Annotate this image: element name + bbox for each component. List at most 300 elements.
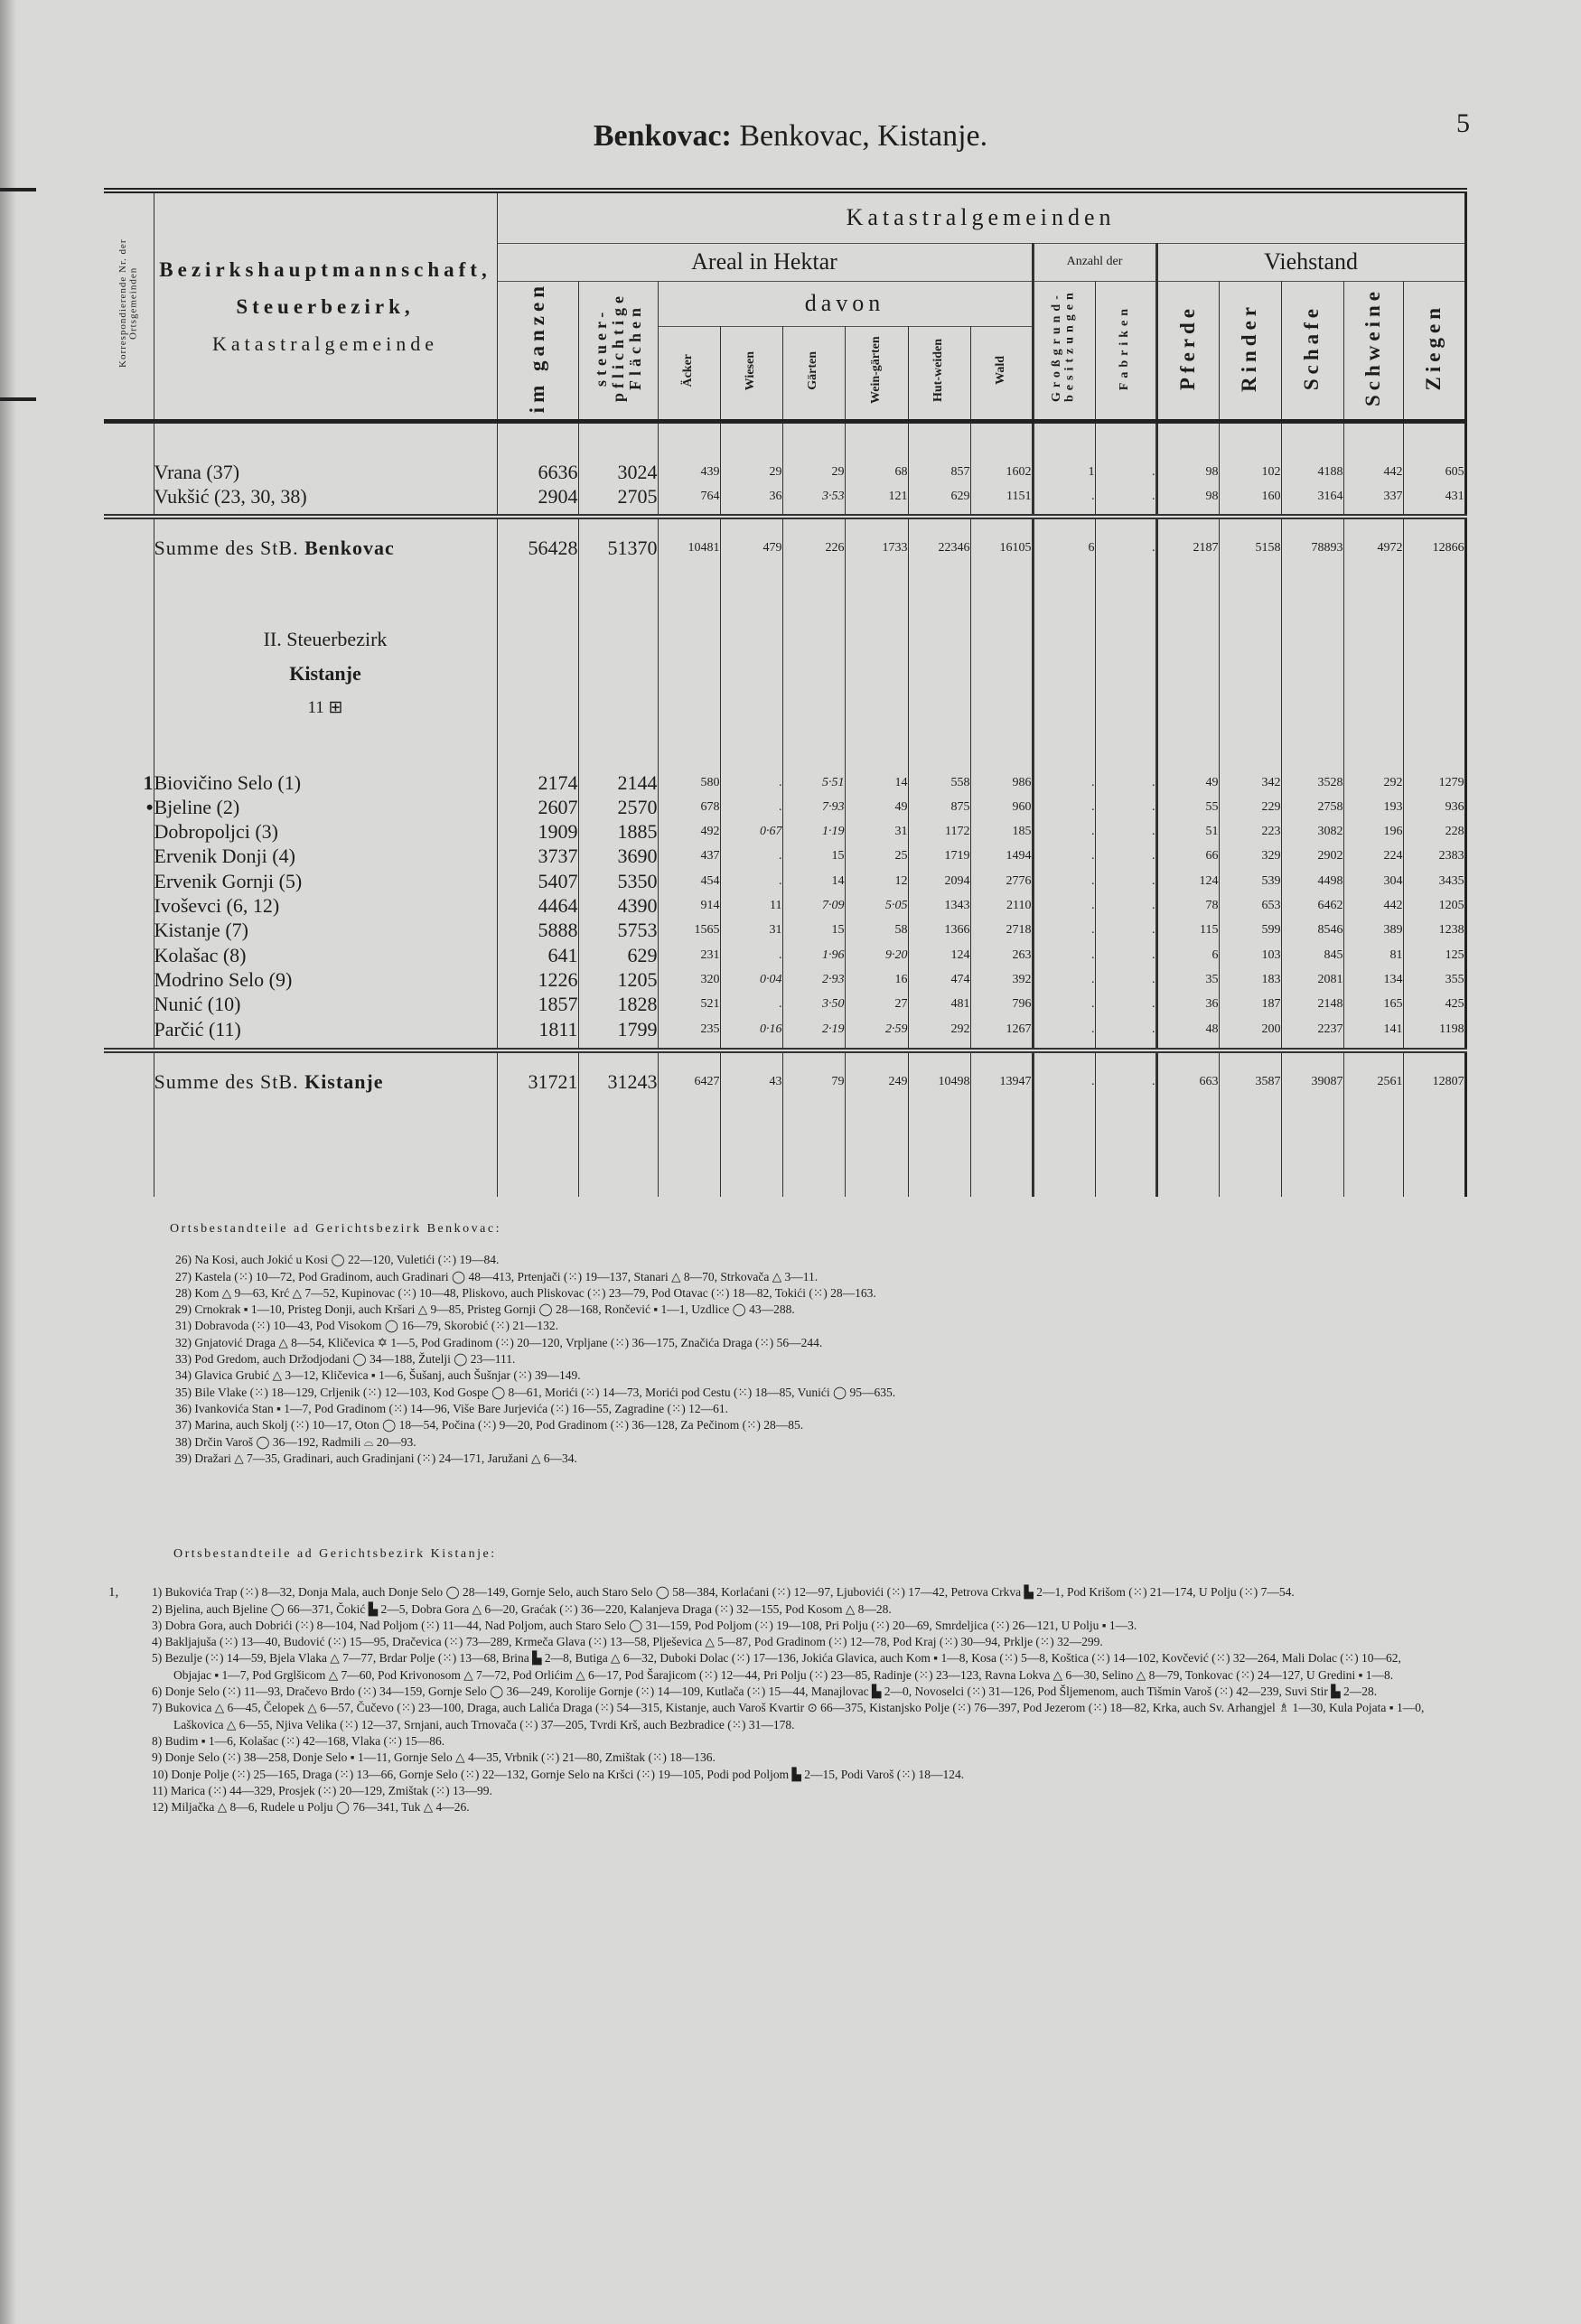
- cell-value: 479: [762, 540, 782, 555]
- empty-cell: [782, 577, 845, 770]
- cell-3: [720, 919, 782, 943]
- row-number: [104, 460, 154, 484]
- cell-0: [497, 869, 578, 893]
- cell-value: 1226: [538, 967, 578, 991]
- cell-value: 3·53: [822, 490, 845, 504]
- cell-value: 12: [894, 873, 908, 888]
- cell-value: .: [1152, 923, 1155, 938]
- empty-cell: [154, 421, 497, 460]
- cell-value: 2904: [538, 485, 578, 509]
- cell-7: [970, 943, 1033, 967]
- cell-0: [497, 943, 578, 967]
- cell-value: 629: [950, 490, 970, 504]
- cell-value: .: [1091, 775, 1095, 789]
- cell-value: 228: [1445, 825, 1464, 839]
- footnotes-kistanje-heading: Ortsbestandteile ad Gerichtsbezirk Kistanje:: [173, 1547, 497, 1561]
- cell-10: [1156, 869, 1219, 893]
- cell-value: .: [1152, 1075, 1155, 1089]
- cell-4: [782, 993, 845, 1017]
- cell-4: [782, 967, 845, 992]
- cell-0: [497, 485, 578, 509]
- cell-value: 474: [950, 972, 970, 986]
- footnote-entry: 1) Bukovića Trap (⁙) 8—32, Donja Mala, auch Donje Selo ◯ 28—149, Gornje Selo, auch Staro Selo ◯ 58—384, Korlaćani (⁙) 12—97, Ljubovići (⁙) 17—42, Petrova Crkva ▙ 2—1, Pod Krišom (⁙) 21—174, U Polju (⁙) 7—54.: [152, 1585, 1295, 1600]
- section-line1: II. Steuerbezirk: [263, 627, 388, 650]
- table-row: [104, 1017, 1465, 1041]
- cell-value: 4972: [1377, 540, 1403, 555]
- cell-value: 2081: [1317, 972, 1343, 986]
- cell-value: 11: [770, 899, 782, 913]
- cell-8: [1033, 1050, 1095, 1111]
- cell-13: [1343, 1050, 1403, 1111]
- cell-value: 36: [1205, 997, 1219, 1012]
- header-weingaerten-label: Wein-gärten: [868, 336, 883, 405]
- cell-6: [908, 993, 970, 1017]
- empty-cell: [720, 577, 782, 770]
- cell-value: 1238: [1438, 923, 1464, 938]
- cell-value: 2607: [538, 795, 578, 818]
- cell-value: 196: [1383, 825, 1403, 839]
- cell-value: 5·51: [822, 775, 845, 789]
- empty-cell: [908, 509, 970, 517]
- cell-value: .: [1152, 799, 1155, 814]
- cell-value: 875: [950, 799, 970, 814]
- cell-6: [908, 869, 970, 893]
- table-row: [104, 869, 1465, 893]
- empty-cell: [578, 1041, 658, 1050]
- table-row: [104, 893, 1465, 918]
- cell-value: 0·67: [760, 825, 782, 839]
- cell-13: [1343, 820, 1403, 845]
- empty-cell: [1033, 509, 1095, 517]
- empty-cell: [104, 421, 154, 460]
- cell-4: [782, 893, 845, 918]
- cell-11: [1219, 943, 1281, 967]
- cell-value: 764: [700, 490, 720, 504]
- cell-11: [1219, 993, 1281, 1017]
- empty-cell: [1219, 1041, 1281, 1050]
- cell-value: .: [1091, 1022, 1095, 1036]
- cell-2: [658, 893, 720, 918]
- cell-value: 2758: [1317, 799, 1343, 814]
- cell-2: [658, 943, 720, 967]
- empty-cell: [845, 421, 908, 460]
- cell-3: [720, 845, 782, 869]
- cell-value: 454: [700, 873, 720, 888]
- empty-cell: [782, 421, 845, 460]
- cell-value: 121: [888, 490, 908, 504]
- cell-7: [970, 460, 1033, 484]
- cell-value: 1811: [538, 1017, 578, 1041]
- cell-4: [782, 919, 845, 943]
- row-name: Ervenik Donji (4): [154, 845, 497, 869]
- cell-value: 392: [1012, 972, 1032, 986]
- cell-8: [1033, 919, 1095, 943]
- header-steuerpflichtig: [578, 281, 658, 421]
- cell-value: 2705: [617, 485, 658, 509]
- table-header: [104, 191, 1465, 421]
- header-pferde: [1156, 281, 1219, 421]
- cell-value: 56428: [528, 536, 578, 559]
- empty-cell: [720, 421, 782, 460]
- empty-cell: [1219, 509, 1281, 517]
- cell-7: [970, 919, 1033, 943]
- cell-5: [845, 770, 908, 795]
- cell-value: 124: [950, 947, 970, 962]
- cell-value: 6636: [538, 460, 578, 483]
- cell-4: [782, 820, 845, 845]
- table-row: [104, 485, 1465, 509]
- cell-value: 224: [1383, 849, 1403, 863]
- header-katastralgemeinden: Katastralgemeinden: [497, 191, 1465, 243]
- header-aecker-label: Äcker: [681, 353, 696, 387]
- cell-value: 605: [1445, 464, 1464, 479]
- row-name: Bjeline (2): [154, 795, 497, 819]
- cell-1: [578, 943, 658, 967]
- cell-value: 3587: [1255, 1075, 1281, 1089]
- cell-value: 320: [700, 972, 720, 986]
- cell-value: 4188: [1317, 464, 1343, 479]
- spacer-row: [104, 1041, 1465, 1050]
- header-davon: davon: [658, 281, 1033, 326]
- cell-value: 1·19: [822, 825, 845, 839]
- cell-1: [578, 893, 658, 918]
- header-wiesen: [720, 326, 782, 421]
- cell-value: 29: [831, 464, 845, 479]
- cell-9: [1095, 517, 1156, 577]
- header-aecker: [658, 326, 720, 421]
- cell-value: 7·09: [822, 899, 845, 913]
- cell-7: [970, 993, 1033, 1017]
- cell-4: [782, 1017, 845, 1041]
- empty-cell: [1343, 421, 1403, 460]
- cell-10: [1156, 795, 1219, 819]
- cell-value: 292: [1383, 775, 1403, 789]
- cell-10: [1156, 1017, 1219, 1041]
- cell-value: 857: [950, 464, 970, 479]
- page-title: [361, 119, 1220, 154]
- cell-12: [1281, 943, 1343, 967]
- cell-4: [782, 943, 845, 967]
- footnote-entry: 8) Budim ▪ 1—6, Kolašac (⁙) 42—168, Vlaka (⁙) 15—86.: [152, 1733, 445, 1748]
- cell-value: 1494: [1006, 849, 1032, 863]
- cell-7: [970, 893, 1033, 918]
- empty-cell: [1095, 509, 1156, 517]
- cell-7: [970, 517, 1033, 577]
- cell-value: 27: [894, 997, 908, 1012]
- cell-1: [578, 820, 658, 845]
- row-number: [104, 1050, 154, 1111]
- cell-value: 1602: [1006, 464, 1032, 479]
- cell-5: [845, 943, 908, 967]
- header-rinder-label: Rinder: [1238, 302, 1261, 392]
- cell-value: 845: [1324, 947, 1343, 962]
- cell-value: 36: [769, 490, 782, 504]
- empty-cell: [1156, 421, 1219, 460]
- cell-value: 558: [950, 775, 970, 789]
- footnote-entry: 31) Dobravoda (⁙) 10—43, Pod Visokom ◯ 16—79, Skorobić (⁙) 21—132.: [175, 1319, 559, 1333]
- cell-9: [1095, 967, 1156, 992]
- cell-8: [1033, 967, 1095, 992]
- empty-cell: [1343, 1111, 1403, 1197]
- cell-8: [1033, 1017, 1095, 1041]
- cell-value: 2·59: [885, 1022, 908, 1036]
- cell-value: .: [779, 849, 782, 863]
- row-number: [104, 485, 154, 509]
- cell-3: [720, 460, 782, 484]
- cell-value: .: [1152, 464, 1155, 479]
- cell-10: [1156, 919, 1219, 943]
- cell-13: [1343, 919, 1403, 943]
- cell-11: [1219, 1017, 1281, 1041]
- cell-value: 3·50: [822, 997, 845, 1012]
- cell-value: .: [1152, 775, 1155, 789]
- cell-1: [578, 795, 658, 819]
- header-steuerpflichtig-label: steuer-pflichtige Flächen: [591, 292, 644, 403]
- cell-value: 1279: [1438, 775, 1464, 789]
- cell-value: .: [779, 947, 782, 962]
- cell-value: 43: [769, 1075, 782, 1089]
- cell-value: .: [1091, 899, 1095, 913]
- cell-value: 79: [831, 1075, 845, 1089]
- cell-value: 78893: [1311, 540, 1343, 555]
- cell-value: 3024: [617, 460, 658, 483]
- cell-1: [578, 517, 658, 577]
- cell-11: [1219, 485, 1281, 509]
- header-ziegen-label: Ziegen: [1422, 303, 1445, 391]
- cell-value: .: [779, 775, 782, 789]
- cell-value: 141: [1383, 1022, 1403, 1036]
- cell-9: [1095, 1017, 1156, 1041]
- cell-5: [845, 517, 908, 577]
- cell-8: [1033, 517, 1095, 577]
- cell-value: 796: [1012, 997, 1032, 1012]
- cell-value: 986: [1012, 775, 1032, 789]
- footnote-entry: 36) Ivankovića Stan ▪ 1—7, Pod Gradinom (⁙) 14—96, Više Bare Jurjevića (⁙) 16—55, Zagradine (⁙) 12—61.: [175, 1401, 729, 1415]
- header-weingaerten: [845, 326, 908, 421]
- cell-4: [782, 460, 845, 484]
- summary-row: [104, 1050, 1465, 1111]
- cell-value: .: [779, 799, 782, 814]
- cell-value: 425: [1445, 997, 1464, 1012]
- cell-3: [720, 1017, 782, 1041]
- empty-cell: [782, 1111, 845, 1197]
- cell-value: 66: [1205, 849, 1219, 863]
- cell-value: 2383: [1438, 849, 1464, 863]
- table-body: [104, 421, 1465, 1197]
- cell-value: .: [1152, 540, 1155, 555]
- cell-value: .: [779, 873, 782, 888]
- footnote-entry: 35) Bile Vlake (⁙) 18—129, Crljenik (⁙) 12—103, Kod Gospe ◯ 8—61, Morići (⁙) 14—73, Morići pod Cestu (⁙) 18—85, Vunići ◯ 95—635.: [175, 1385, 896, 1399]
- cell-value: 49: [894, 799, 908, 814]
- cell-1: [578, 845, 658, 869]
- cell-10: [1156, 893, 1219, 918]
- empty-cell: [154, 509, 497, 517]
- cell-7: [970, 869, 1033, 893]
- cell-14: [1403, 845, 1465, 869]
- cell-12: [1281, 517, 1343, 577]
- cell-value: 185: [1012, 825, 1032, 839]
- cell-14: [1403, 1017, 1465, 1041]
- cell-value: 4390: [617, 894, 658, 918]
- cell-value: 342: [1261, 775, 1281, 789]
- cell-13: [1343, 869, 1403, 893]
- cell-value: 31243: [607, 1070, 658, 1094]
- cell-5: [845, 845, 908, 869]
- cell-value: .: [1152, 825, 1155, 839]
- header-areal: Areal in Hektar: [497, 243, 1033, 281]
- cell-value: 231: [700, 947, 720, 962]
- empty-cell: [1095, 1111, 1156, 1197]
- header-schweine-label: Schweine: [1361, 287, 1384, 407]
- cell-4: [782, 485, 845, 509]
- title-district: Benkovac:: [593, 119, 732, 153]
- empty-cell: [154, 1111, 497, 1197]
- cell-value: 439: [700, 464, 720, 479]
- cell-7: [970, 770, 1033, 795]
- cell-6: [908, 845, 970, 869]
- cell-value: 1172: [945, 825, 970, 839]
- cell-12: [1281, 967, 1343, 992]
- cell-value: 0·16: [760, 1022, 782, 1036]
- cell-6: [908, 943, 970, 967]
- footnote-entry: 11) Marica (⁙) 44—329, Prosjek (⁙) 20—129, Zmištak (⁙) 13—99.: [152, 1783, 492, 1797]
- cell-7: [970, 1050, 1033, 1111]
- empty-cell: [658, 509, 720, 517]
- empty-cell: [104, 1041, 154, 1050]
- cell-8: [1033, 485, 1095, 509]
- cell-value: 160: [1261, 490, 1281, 504]
- cell-10: [1156, 485, 1219, 509]
- table-row: [104, 460, 1465, 484]
- cell-12: [1281, 845, 1343, 869]
- cell-value: 1205: [617, 967, 658, 991]
- footnotes-kistanje-lead: 1,: [108, 1585, 119, 1600]
- cell-7: [970, 795, 1033, 819]
- cell-5: [845, 919, 908, 943]
- cell-value: 226: [825, 540, 845, 555]
- row-name: Parčić (11): [154, 1017, 497, 1041]
- footnote-entry: 33) Pod Gredom, auch Držodjodani ◯ 34—188, Žutelji ◯ 23—111.: [175, 1352, 516, 1367]
- footnotes-kistanje: [108, 1546, 1438, 1815]
- row-number: [104, 919, 154, 943]
- cell-value: 2·93: [822, 972, 845, 986]
- cell-0: [497, 919, 578, 943]
- cell-value: 431: [1445, 490, 1464, 504]
- cell-value: 5753: [617, 919, 658, 942]
- cell-value: 2094: [944, 873, 970, 888]
- cell-value: .: [1091, 947, 1095, 962]
- cell-6: [908, 967, 970, 992]
- cell-value: 3082: [1317, 825, 1343, 839]
- cell-13: [1343, 795, 1403, 819]
- cell-12: [1281, 869, 1343, 893]
- cell-5: [845, 460, 908, 484]
- cell-value: 492: [700, 825, 720, 839]
- cell-value: 81: [1389, 947, 1403, 962]
- cell-2: [658, 820, 720, 845]
- empty-cell: [1219, 577, 1281, 770]
- cell-2: [658, 993, 720, 1017]
- section-line3: 11 ⊞: [307, 697, 343, 717]
- cell-value: 653: [1261, 899, 1281, 913]
- cell-value: .: [1091, 972, 1095, 986]
- cell-4: [782, 845, 845, 869]
- footnotes-kistanje-list: [146, 1584, 1438, 1815]
- footnotes-benkovac-heading: Ortsbestandteile ad Gerichtsbezirk Benkovac:: [170, 1222, 501, 1236]
- empty-cell: [1281, 421, 1343, 460]
- row-number: [104, 893, 154, 918]
- header-im-ganzen: [497, 281, 578, 421]
- cell-value: .: [1091, 923, 1095, 938]
- cell-value: 4498: [1317, 873, 1343, 888]
- cell-13: [1343, 893, 1403, 918]
- cell-value: 1733: [882, 540, 908, 555]
- cell-14: [1403, 517, 1465, 577]
- cell-value: 58: [894, 923, 908, 938]
- empty-cell: [908, 421, 970, 460]
- cell-9: [1095, 820, 1156, 845]
- cell-12: [1281, 993, 1343, 1017]
- empty-cell: [1281, 1111, 1343, 1197]
- cell-13: [1343, 967, 1403, 992]
- cell-value: 2570: [617, 795, 658, 818]
- margin-rule: [0, 397, 36, 401]
- cell-0: [497, 820, 578, 845]
- header-hutweiden-label: Hut-weiden: [931, 339, 946, 403]
- cell-value: 55: [1205, 799, 1219, 814]
- cell-value: 16105: [999, 540, 1032, 555]
- empty-cell: [1095, 577, 1156, 770]
- footnote-entry: 12) Miljačka △ 8—6, Rudele u Polju ◯ 76—341, Tuk △ 4—26.: [152, 1800, 470, 1815]
- cell-value: .: [1091, 849, 1095, 863]
- empty-cell: [720, 1041, 782, 1050]
- cell-5: [845, 869, 908, 893]
- header-fabriken-label: Fabriken: [1118, 303, 1132, 390]
- header-name: [154, 191, 497, 421]
- footnote-entry: 28) Kom △ 9—63, Krć △ 7—52, Kupinovac (⁙) 10—48, Pliskovo, auch Pliskovac (⁙) 23—79, Pod Otavac (⁙) 18—82, Tokići (⁙) 28—163.: [175, 1285, 876, 1300]
- row-number: [104, 993, 154, 1017]
- cell-value: 6: [1088, 540, 1095, 555]
- empty-cell: [1156, 577, 1219, 770]
- cell-9: [1095, 869, 1156, 893]
- empty-cell: [1403, 421, 1465, 460]
- empty-cell: [782, 509, 845, 517]
- cell-value: 12807: [1432, 1075, 1464, 1089]
- header-viehstand: Viehstand: [1156, 243, 1465, 281]
- row-name: Kolašac (8): [154, 943, 497, 967]
- cell-value: 102: [1261, 464, 1281, 479]
- cell-value: 98: [1205, 464, 1219, 479]
- footnote-entry: 3) Dobra Gora, auch Dobrići (⁙) 8—104, Nad Poljom (⁙) 11—44, Nad Poljom, auch Staro Selo ◯ 31—159, Pod Poljom (⁙) 19—108, Pri Polju (⁙) 20—69, Smrdeljica (⁙) 26—121, U Polju ▪ 1—3.: [152, 1618, 1137, 1632]
- empty-cell: [970, 1111, 1033, 1197]
- section-row: [104, 577, 1465, 770]
- cell-value: 29: [769, 464, 782, 479]
- empty-cell: [578, 577, 658, 770]
- cell-value: 3164: [1317, 490, 1343, 504]
- cell-1: [578, 967, 658, 992]
- cell-value: 229: [1261, 799, 1281, 814]
- cell-value: 2237: [1317, 1022, 1343, 1036]
- empty-cell: [1343, 1041, 1403, 1050]
- empty-cell: [1281, 509, 1343, 517]
- cell-value: 2902: [1317, 849, 1343, 863]
- cell-value: 292: [950, 1022, 970, 1036]
- empty-cell: [497, 421, 578, 460]
- cell-14: [1403, 485, 1465, 509]
- summary-prefix: Summe des StB.: [154, 1070, 299, 1094]
- cell-value: 223: [1261, 825, 1281, 839]
- empty-cell: [578, 509, 658, 517]
